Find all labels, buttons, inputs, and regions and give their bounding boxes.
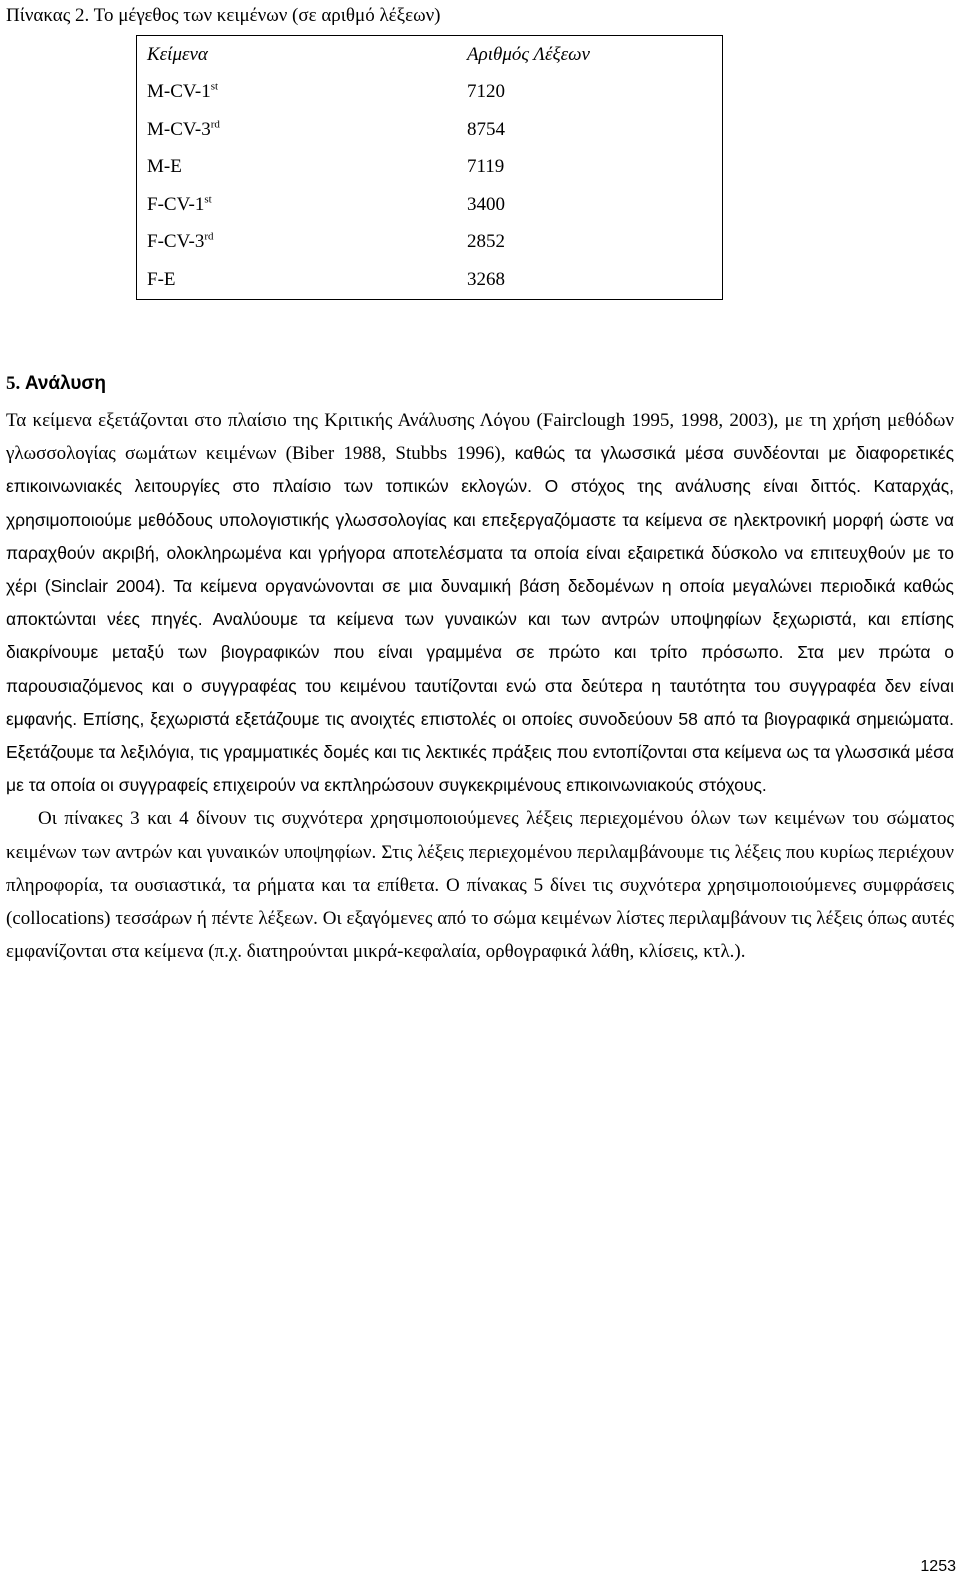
text-name-base: F-E [147, 268, 176, 290]
text-name [137, 149, 458, 187]
text-name-sup: st [204, 193, 212, 206]
paragraph [6, 404, 954, 802]
paragraph-serif-part: Τα κείμενα εξετάζονται στο πλαίσιο της Κριτικής Ανάλυσης Λόγου (Fairclough 1995, 1998, 2003), με τη χρήση μεθόδων γλωσσολογίας σωμάτων κειμένων (Biber 1988, Stubbs 1996), [6, 410, 954, 465]
text-name [137, 186, 458, 224]
table-row [137, 111, 723, 149]
text-name [137, 74, 458, 112]
word-count: 8754 [467, 118, 505, 140]
text-name [137, 261, 458, 299]
text-name-base: M-CV-1 [147, 81, 211, 103]
table-row [137, 261, 723, 299]
text-name [137, 224, 458, 262]
table-caption: Πίνακας 2. Το μέγεθος των κειμένων (σε αριθμό λέξεων) [6, 5, 441, 26]
text-name-base: M-E [147, 156, 182, 178]
word-count: 3400 [467, 193, 505, 215]
paragraph-sans-part: καθώς τα γλωσσικά μέσα συνδέονται με διαφορετικές επικοινωνιακές λειτουργίες στο πλαίσιο των τοπικών εκλογών. Ο στόχος της ανάλυσης είναι διττός. Καταρχάς, χρησιμοποιούμε μεθόδους υπολογιστικής γλωσσολογίας και επεξεργαζόμαστε τα κείμενα σε ηλεκτρονική μορφή ώστε να παραχθούν ακριβή, ολοκληρωμένα και γρήγορα αποτελέσματα τα οποία είναι εξαιρετικά δύσκολο να επιτευχθούν με το χέρι (Sinclair 2004). Τα κείμενα οργανώνονται σε μια δυναμική βάση δεδομένων η οποία μεγαλώνει περιοδικά καθώς αποκτώνται νέες πηγές. Αναλύουμε τα κείμενα των γυναικών και των αντρών υποψηφίων ξεχωριστά, και επίσης διακρίνουμε μεταξύ των βιογραφικών που είναι γραμμένα σε πρώτο και τρίτο πρόσωπο. Στα μεν πρώτα ο παρουσιαζόμενος και ο συγγραφέας του κειμένου ταυτίζονται ενώ στα δεύτερα η ταυτότητα του συγγραφέα δεν είναι εμφανής. Επίσης, ξεχωριστά εξετάζουμε τις ανοιχτές επιστολές οι οποίες συνοδεύουν 58 από τα βιογραφικά σημειώματα. Εξετάζουμε τα λεξιλόγια, τις γραμματικές δομές και τις λεκτικές πράξεις που εντοπίζονται στα κείμενα ως τα γλωσσικά μέσα με τα οποία οι συγγραφείς επιχειρούν να εκπληρώσουν συγκεκριμένους επικοινωνιακούς στόχους. [6, 443, 955, 796]
paragraph: Οι πίνακες 3 και 4 δίνουν τις συχνότερα χρησιμοποιούμενες λέξεις περιεχομένου όλων των κειμένων του σώματος κειμένων των αντρών και γυναικών υποψηφίων. Στις λέξεις περιεχομένου περιλαμβάνουμε τις λέξεις που κυρίως περιέχουν πληροφορία, τα ουσιαστικά, τα ρήματα και τα επίθετα. Ο πίνακας 5 δίνει τις συχνότερα χρησιμοποιούμενες συμφράσεις (collocations) τεσσάρων ή πέντε λέξεων. Οι εξαγόμενες από το σώμα κειμένων λίστες περιλαμβάνουν τις λέξεις όπως αυτές εμφανίζονται στα κείμενα (π.χ. διατηρούνται μικρά-κεφαλαία, ορθογραφικά λάθη, κλίσεις, κτλ.). [6, 808, 954, 963]
word-count: 7119 [467, 156, 505, 178]
table-row [137, 186, 723, 224]
text-name-sup: rd [210, 118, 220, 131]
page-number: 1253 [920, 1558, 956, 1575]
text-name-sup: st [210, 80, 219, 93]
text-name-base: F-CV-3 [147, 231, 205, 253]
text-name-sup: rd [204, 230, 214, 243]
section-title: Ανάλυση [24, 373, 107, 394]
table-row [137, 149, 723, 187]
word-count-table [136, 35, 723, 300]
table-row [137, 74, 723, 112]
header-texts: Κείμενα [147, 43, 208, 65]
word-count: 2852 [467, 231, 505, 253]
section-number: 5. [6, 373, 21, 394]
section-heading [6, 372, 106, 396]
word-count: 3268 [467, 268, 505, 290]
table-header-row [137, 36, 723, 74]
table-row [137, 224, 723, 262]
text-name-base: M-CV-3 [147, 118, 211, 140]
header-word-count: Αριθμός Λέξεων [467, 43, 590, 65]
text-name-base: F-CV-1 [147, 193, 205, 215]
text-name [137, 111, 458, 149]
body-text [6, 404, 954, 968]
word-count: 7120 [467, 81, 505, 103]
